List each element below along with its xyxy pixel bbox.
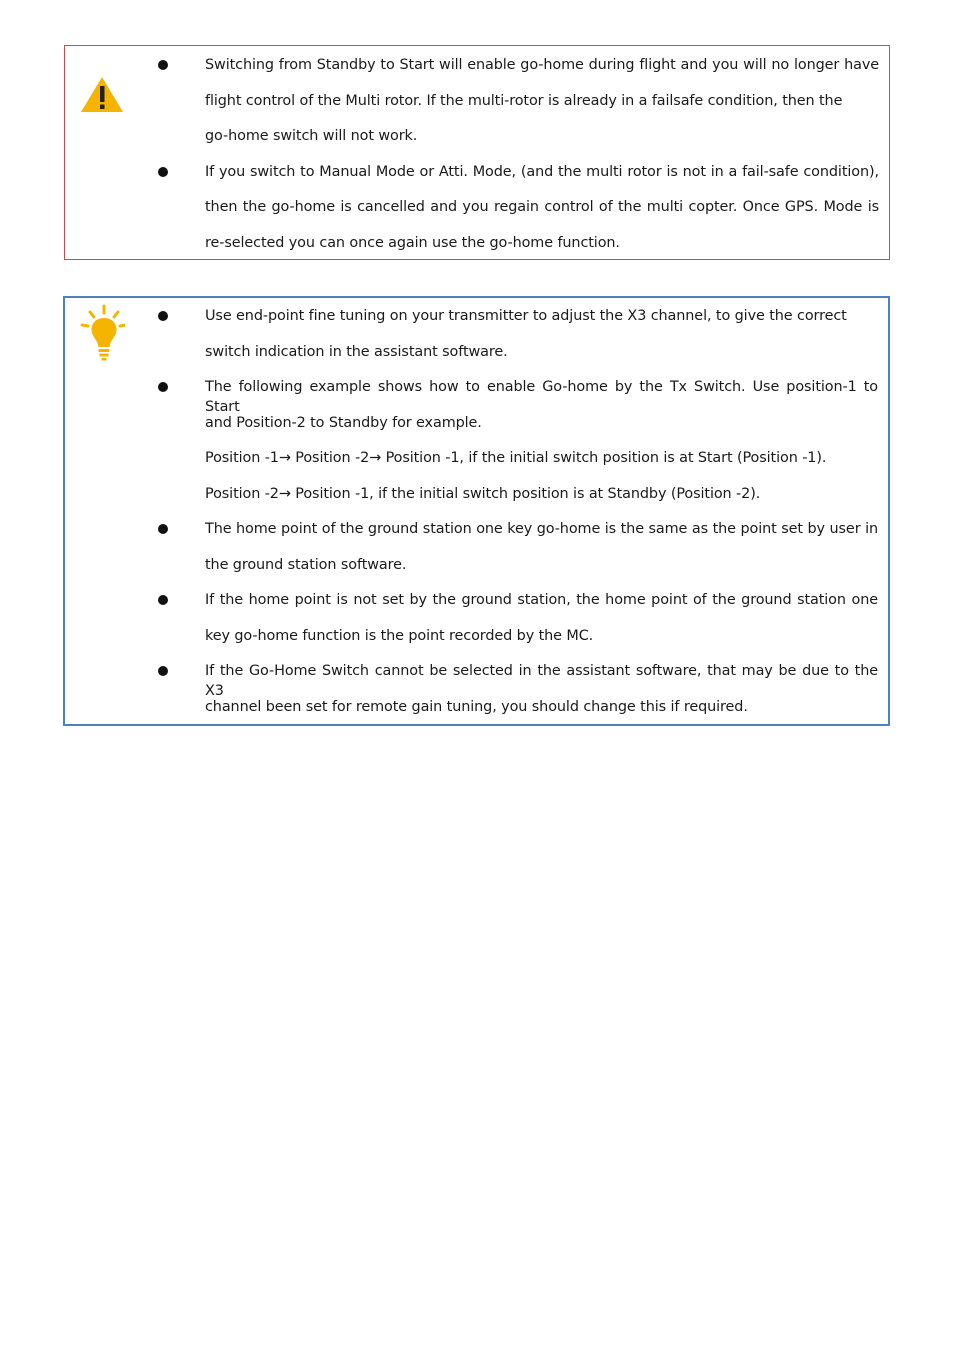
list-item-text-line: re-selected you can once again use the go-home function.: [205, 234, 620, 251]
list-item-text-line: flight control of the Multi rotor. If the multi-rotor is already in a failsafe condition, then the: [205, 92, 843, 109]
list-item-text-line: Position -1→ Position -2→ Position -1, if the initial switch position is at Start (Position -1).: [205, 450, 827, 466]
list-item-text-line: and Position-2 to Standby for example.: [205, 414, 482, 431]
bullet-icon: [158, 595, 168, 605]
bullet-icon: [158, 60, 168, 70]
list-item-text-line: key go-home function is the point recorded by the MC.: [205, 627, 594, 644]
bullet-icon: [158, 382, 168, 392]
lightbulb-icon: [79, 304, 125, 364]
list-item-text-line: Use end-point fine tuning on your transmitter to adjust the X3 channel, to give the correct: [205, 308, 847, 324]
bullet-icon: [158, 524, 168, 534]
list-item-text-line: switch indication in the assistant software.: [205, 343, 508, 360]
bullet-icon: [158, 311, 168, 321]
list-item-text-line: the ground station software.: [205, 556, 407, 573]
list-item-text-line: Position -2→ Position -1, if the initial switch position is at Standby (Position -2).: [205, 485, 761, 502]
list-item-text-line: then the go-home is cancelled and you regain control of the multi copter. Once GPS. Mode is: [205, 199, 879, 215]
list-item-text-line: If the Go-Home Switch cannot be selected in the assistant software, that may be due to the X3: [205, 663, 878, 699]
list-item-text-line: channel been set for remote gain tuning, you should change this if required.: [205, 698, 748, 715]
bullet-icon: [158, 167, 168, 177]
list-item-text-line: The following example shows how to enable Go-home by the Tx Switch. Use position-1 to Start: [205, 379, 878, 415]
list-item-text-line: Switching from Standby to Start will enable go-home during flight and you will no longer have: [205, 57, 879, 73]
warning-triangle-icon: [79, 60, 125, 120]
bullet-icon: [158, 666, 168, 676]
list-item-text-line: If the home point is not set by the ground station, the home point of the ground station one: [205, 592, 878, 608]
list-item-text-line: The home point of the ground station one key go-home is the same as the point set by user in: [205, 521, 878, 537]
list-item-text-line: go-home switch will not work.: [205, 128, 418, 144]
warning-note-box: [64, 45, 890, 260]
tip-note-box: [63, 296, 890, 726]
list-item-text-line: If you switch to Manual Mode or Atti. Mode, (and the multi rotor is not in a fail-safe condition),: [205, 163, 879, 180]
